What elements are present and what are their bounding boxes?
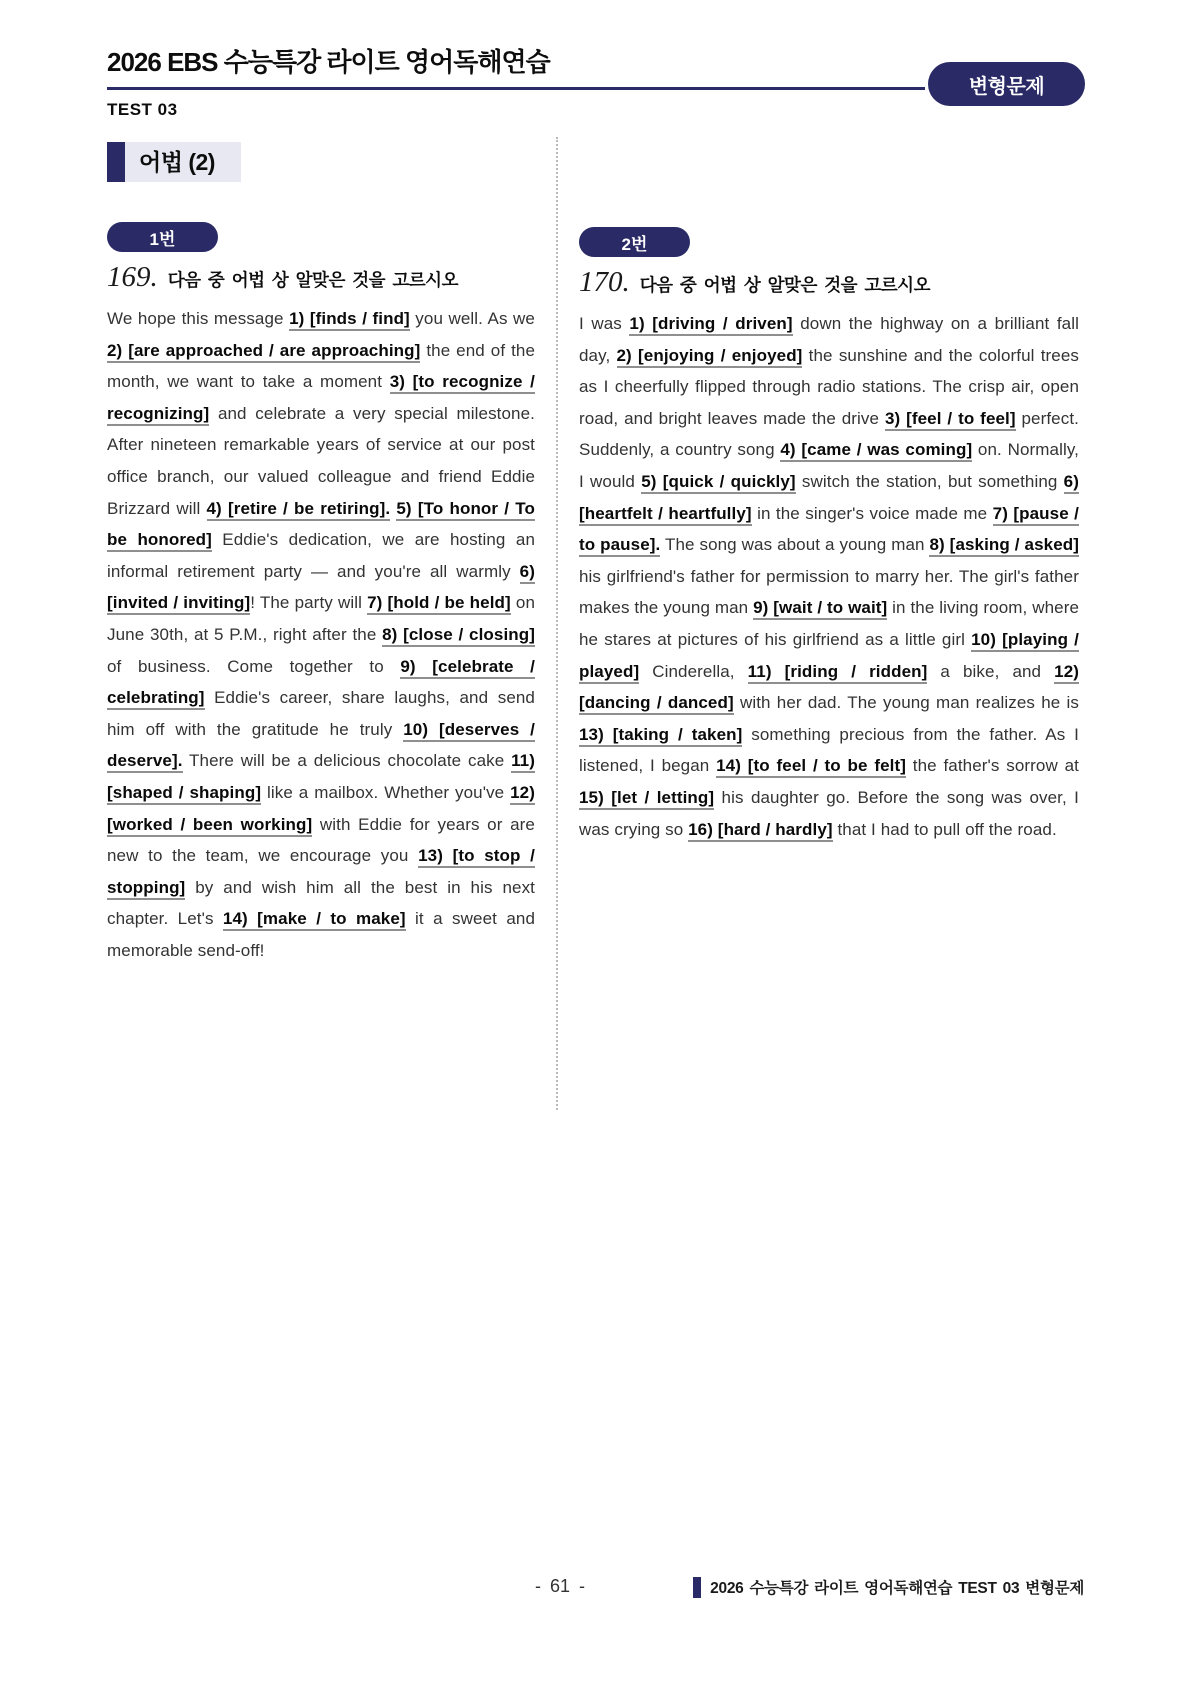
passage-fragment: by and wish him all the best in his next chapter. Let's (107, 877, 535, 929)
grammar-choice: 7) [hold / be held] (367, 593, 511, 615)
question-number-badge: 1번 (107, 222, 218, 252)
book-title: 2026 EBS 수능특강 라이트 영어독해연습 (107, 47, 550, 77)
passage-fragment: the sunshine and the colorful trees as I cheerfully flipped through radio stations. The crisp air, open road, and bright leaves made the drive (579, 345, 1080, 428)
grammar-choice: 4) [came / was coming] (780, 440, 972, 462)
grammar-choice: 14) [to feel / to be felt] (716, 756, 906, 778)
passage-fragment: I was (579, 314, 630, 333)
passage-fragment: like a mailbox. Whether you've (261, 782, 511, 802)
grammar-choice: 14) [make / to make] (223, 909, 406, 931)
passage-fragment: you well. As we (409, 309, 535, 328)
grammar-choice: 2) [are approached / are approaching] (107, 341, 420, 363)
passage-fragment: something precious from the father. As I listened, I began (579, 724, 1079, 776)
page-header (107, 42, 1085, 120)
passage-fragment: Eddie's dedication, we are hosting an informal retirement party — and you're all warmly (107, 530, 535, 581)
column-divider (556, 137, 558, 1110)
grammar-choice: 5) [quick / quickly] (641, 472, 796, 494)
question-number-badge: 2번 (579, 227, 690, 257)
section-title: 어법 (2) (125, 142, 241, 182)
grammar-choice: 1) [finds / find] (289, 309, 410, 331)
passage-fragment: ! The party will (250, 593, 368, 613)
passage-fragment: that I had to pull off the road. (832, 819, 1057, 839)
grammar-choice: 11) [shaped / shaping] (107, 751, 535, 805)
grammar-choice: 15) [let / letting] (579, 788, 714, 810)
passage-fragment: down the highway on a brilliant fall day, (579, 314, 1079, 365)
passage-fragment: There will be a delicious chocolate cake (182, 751, 512, 771)
grammar-choice: 3) [feel / to feel] (885, 409, 1016, 431)
passage-fragment: and celebrate a very special milestone. After nineteen remarkable years of service at our post office branch, our valued colleague and friend Eddie Brizzard will (107, 403, 535, 518)
question-number: 169. (107, 261, 158, 293)
grammar-choice: 6) [invited / inviting] (107, 562, 535, 616)
grammar-choice: 3) [to recognize / recognizing] (107, 372, 535, 426)
footer-book-label: 2026 수능특강 라이트 영어독해연습 TEST 03 변형문제 (710, 1580, 1084, 1597)
passage-fragment: of business. Come together to (107, 656, 401, 676)
question-number: 170. (579, 266, 630, 298)
passage-fragment: The song was about a young man (660, 535, 930, 555)
passage-fragment: his girlfriend's father for permission to marry her. The girl's father makes the young man (579, 566, 1079, 618)
grammar-choice: 12) [dancing / danced] (579, 662, 1079, 716)
passage-fragment: Cinderella, (639, 661, 748, 681)
passage-fragment: a bike, and (927, 661, 1055, 681)
grammar-choice: 9) [wait / to wait] (753, 598, 887, 620)
passage-fragment: switch the station, but something (795, 471, 1064, 491)
question-169 (107, 222, 535, 966)
header-rule (107, 87, 925, 90)
grammar-choice: 4) [retire / be retiring]. (207, 499, 391, 521)
question-heading (107, 261, 535, 294)
passage-fragment: it a sweet and memorable send-off! (107, 909, 535, 960)
grammar-choice: 6) [heartfelt / heartfully] (579, 472, 1079, 526)
passage-fragment: with Eddie for years or are new to the team, we encourage you (107, 814, 535, 866)
grammar-choice: 2) [enjoying / enjoyed] (617, 346, 803, 368)
grammar-choice: 1) [driving / driven] (629, 314, 792, 336)
grammar-choice: 5) [To honor / To be honored] (107, 499, 535, 553)
question-instruction: 다음 중 어법 상 알맞은 것을 고르시오 (167, 270, 458, 290)
passage-fragment: the father's sorrow at (906, 756, 1079, 776)
footer-accent-bar (693, 1577, 701, 1598)
passage-fragment: Eddie's career, share laughs, and send him off with the gratitude he truly (107, 688, 535, 739)
passage-fragment: with her dad. The young man realizes he is (733, 693, 1079, 713)
grammar-choice: 12) [worked / been working] (107, 783, 535, 837)
passage-fragment: his daughter go. Before the song was over, I was crying so (579, 787, 1079, 839)
grammar-choice: 8) [asking / asked] (929, 535, 1079, 557)
footer-right (693, 1576, 1084, 1598)
passage-fragment: on. Normally, I would (579, 440, 1079, 491)
grammar-choice: 9) [celebrate / celebrating] (107, 657, 535, 711)
grammar-choice: 11) [riding / ridden] (748, 662, 928, 684)
passage-text-170 (579, 308, 1079, 845)
grammar-choice: 13) [to stop / stopping] (107, 846, 535, 900)
passage-text-169 (107, 303, 535, 966)
grammar-choice: 7) [pause / to pause]. (579, 504, 1079, 558)
question-columns (107, 222, 1085, 966)
question-170 (579, 222, 1079, 966)
passage-fragment: in the living room, where he stares at pictures of his girlfriend as a little girl (579, 598, 1080, 649)
test-label: TEST 03 (107, 100, 178, 119)
grammar-choice: 8) [close / closing] (382, 625, 535, 647)
passage-fragment: on June 30th, at 5 P.M., right after the (107, 593, 536, 644)
section-header (107, 142, 1085, 182)
question-instruction: 다음 중 어법 상 알맞은 것을 고르시오 (639, 275, 930, 295)
grammar-choice: 13) [taking / taken] (579, 725, 742, 747)
variant-problem-badge: 변형문제 (928, 62, 1085, 106)
passage-fragment: We hope this message (107, 309, 290, 328)
passage-fragment: in the singer's voice made me (751, 503, 993, 523)
section-accent-block (107, 142, 125, 182)
grammar-choice: 10) [playing / played] (579, 630, 1079, 684)
passage-fragment: the end of the month, we want to take a moment (107, 340, 536, 392)
question-heading (579, 266, 1079, 299)
grammar-choice: 10) [deserves / deserve]. (107, 720, 535, 774)
passage-fragment: perfect. Suddenly, a country song (579, 408, 1079, 460)
grammar-choice: 16) [hard / hardly] (688, 820, 833, 842)
page-number: - 61 - (534, 1576, 585, 1596)
